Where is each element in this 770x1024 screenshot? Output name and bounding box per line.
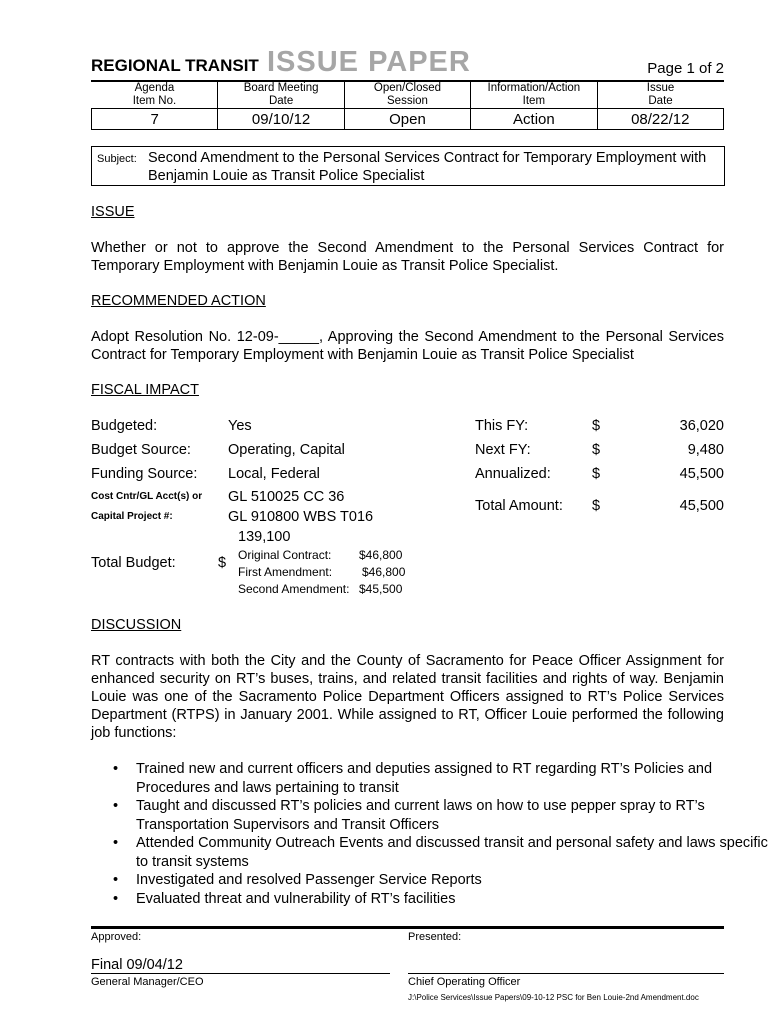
this-fy-value: 36,020	[679, 418, 724, 434]
total-amount-label: Total Amount:	[475, 498, 563, 514]
agenda-label-meeting-date: Board Meeting Date	[218, 81, 344, 109]
gl-account-1: GL 510025 CC 36	[228, 489, 345, 505]
doc-type-title: ISSUE PAPER	[267, 46, 471, 78]
agenda-label-issue-date: Issue Date	[597, 81, 723, 109]
subject-text: Second Amendment to the Personal Services Contract for Temporary Employment with Benjamin Louie as Transit Police Specialist	[148, 150, 707, 184]
second-amendment-label: Second Amendment:	[238, 582, 350, 596]
next-fy-label: Next FY:	[475, 442, 531, 458]
first-amendment-label: First Amendment:	[238, 565, 333, 579]
budgeted-value: Yes	[228, 418, 252, 434]
file-path: J:\Police Services\Issue Papers\09-10-12 PSC for Ben Louie-2nd Amendment.doc	[408, 993, 699, 1002]
cost-center-label: Cost Cntr/GL Acct(s) or	[91, 491, 203, 502]
subject-label: Subject:	[97, 153, 137, 165]
list-item: • Attended Community Outreach Events and discussed transit and personal safety and laws specific to transit systems	[113, 835, 768, 870]
funding-source-value: Local, Federal	[228, 466, 320, 482]
board-meeting-date: 09/10/12	[218, 109, 344, 130]
annualized-label: Annualized:	[475, 466, 551, 482]
budgeted-label: Budgeted:	[91, 418, 158, 434]
this-fy-currency: $	[592, 418, 601, 434]
agenda-label-row	[92, 81, 724, 109]
fiscal-impact-heading: FISCAL IMPACT	[91, 382, 199, 398]
original-contract-label: Original Contract:	[238, 548, 332, 562]
gl-account-3: 139,100	[238, 529, 291, 545]
budget-source-label: Budget Source:	[91, 442, 191, 458]
gl-account-2: GL 910800 WBS T016	[228, 509, 374, 525]
list-item: • Evaluated threat and vulnerability of RT’s facilities	[113, 890, 456, 907]
agenda-item-no: 7	[92, 109, 218, 130]
org-name: REGIONAL TRANSIT	[91, 56, 259, 75]
total-amount-value: 45,500	[679, 498, 724, 514]
agenda-table	[91, 81, 724, 130]
issue-date: 08/22/12	[597, 109, 723, 130]
approved-label: Approved:	[91, 931, 142, 943]
footer-rule	[91, 926, 724, 929]
issue-heading: ISSUE	[91, 204, 135, 220]
list-item: • Investigated and resolved Passenger Service Reports	[113, 872, 482, 888]
discussion-text: RT contracts with both the City and the County of Sacramento for Peace Officer Assignment for enhanced security on RT’s buses, trains, and related transit facilities and rights of way. Benjamin Louie was one of the Sacramento Police Department Officers assigned to RT’s Police Services Department (RTPS) in January 2001. While assigned to RT, Officer Louie performed the following job functions:	[91, 653, 724, 741]
presented-label: Presented:	[408, 931, 462, 943]
recommended-action-text: Adopt Resolution No. 12-09-_____, Approving the Second Amendment to the Personal Services Contract for Temporary Employment with Benjamin Louie as Transit Police Specialist	[91, 329, 724, 363]
annualized-currency: $	[592, 466, 601, 482]
recommended-action-heading: RECOMMENDED ACTION	[91, 293, 266, 309]
next-fy-value: 9,480	[687, 442, 724, 458]
agenda-label-session: Open/Closed Session	[344, 81, 470, 109]
presenter-signature-line	[408, 973, 724, 974]
list-item: • Taught and discussed RT’s policies and current laws on how to use pepper spray to RT’s Transportation Supervisors and Transit Officers	[113, 798, 705, 833]
first-amendment-value: $46,800	[362, 565, 406, 579]
agenda-label-item-no: Agenda Item No.	[92, 81, 218, 109]
budget-source-value: Operating, Capital	[228, 442, 345, 458]
discussion-heading: DISCUSSION	[91, 617, 182, 633]
agenda-value-row	[92, 109, 724, 130]
job-functions-list	[91, 760, 770, 908]
funding-source-label: Funding Source:	[91, 466, 198, 482]
total-amount-currency: $	[592, 498, 601, 514]
issue-text: Whether or not to approve the Second Amendment to the Personal Services Contract for Temporary Employment with Benjamin Louie as Transit Police Specialist.	[91, 240, 724, 274]
item-type: Action	[471, 109, 597, 130]
list-item: • Trained new and current officers and deputies assigned to RT regarding RT’s Policies and Procedures and laws pertaining to transit	[113, 761, 713, 796]
agenda-label-info-action: Information/Action Item	[471, 81, 597, 109]
approver-signature-line	[91, 973, 390, 974]
total-budget-currency: $	[218, 555, 227, 571]
second-amendment-value: $45,500	[359, 582, 403, 596]
capital-project-label: Capital Project #:	[91, 511, 173, 522]
annualized-value: 45,500	[679, 466, 724, 482]
final-date: Final 09/04/12	[91, 957, 183, 973]
next-fy-currency: $	[592, 442, 601, 458]
original-contract-value: $46,800	[359, 548, 403, 562]
this-fy-label: This FY:	[475, 418, 529, 434]
session-type: Open	[344, 109, 470, 130]
approver-title: General Manager/CEO	[91, 976, 204, 988]
presenter-title: Chief Operating Officer	[408, 976, 521, 988]
total-budget-label: Total Budget:	[91, 555, 176, 571]
page-indicator: Page 1 of 2	[647, 60, 724, 77]
